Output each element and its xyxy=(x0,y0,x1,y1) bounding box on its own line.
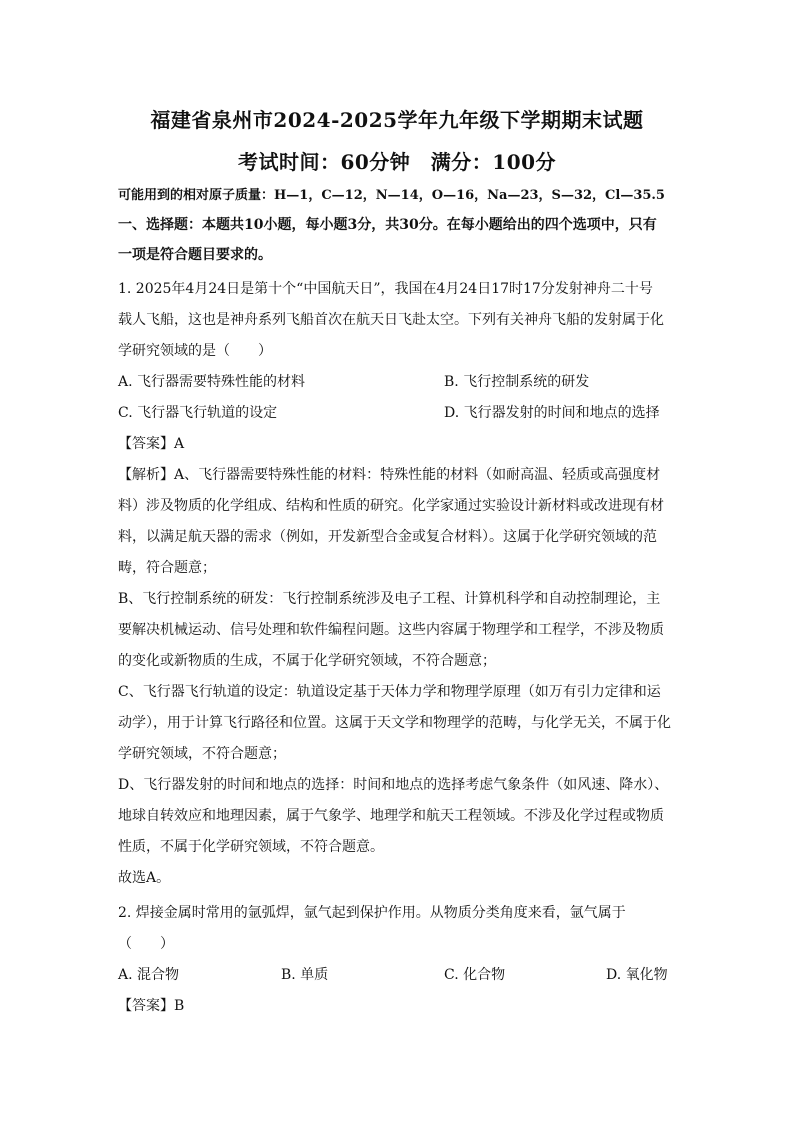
page-title: 福建省泉州市2024-2025学年九年级下学期期末试题 xyxy=(150,108,644,132)
q1-analysis-line: 料）涉及物质的化学组成、结构和性质的研究。化学家通过实验设计新材料或改进现有材 xyxy=(118,498,664,514)
q2-option-a: A. 混合物 xyxy=(118,967,180,983)
q1-conclusion: 故选A。 xyxy=(118,870,171,886)
q1-stem-line2: 载人飞船，这也是神舟系列飞船首次在航天日飞赴太空。下列有关神舟飞船的发射属于化 xyxy=(118,312,664,328)
q1-analysis-line: 要解决机械运动、信号处理和软件编程问题。这些内容属于物理学和工程学，不涉及物质 xyxy=(118,622,664,638)
section-heading-line2: 一项是符合题目要求的。 xyxy=(118,247,272,263)
q1-option-d: D. 飞行器发射的时间和地点的选择 xyxy=(444,405,660,421)
q1-option-a: A. 飞行器需要特殊性能的材料 xyxy=(118,374,306,390)
q1-analysis-line: 畴，符合题意； xyxy=(118,560,216,576)
exam-info: 考试时间：60分钟 满分：100分 xyxy=(237,150,557,174)
q2-option-b: B. 单质 xyxy=(281,967,329,983)
q1-analysis-line: B、飞行控制系统的研发：飞行控制系统涉及电子工程、计算机科学和自动控制理论，主 xyxy=(118,591,661,607)
q1-analysis-line: C、飞行器飞行轨道的设定：轨道设定基于天体力学和物理学原理（如万有引力定律和运 xyxy=(118,684,661,700)
atomic-masses: 可能用到的相对原子质量：H—1，C—12，N—14，O—16，Na—23，S—32，Cl—35.5 xyxy=(118,188,665,203)
q2-answer: 【答案】B xyxy=(118,998,185,1014)
q1-answer: 【答案】A xyxy=(118,436,185,452)
q1-analysis-line: 的变化或新物质的生成，不属于化学研究领域，不符合题意； xyxy=(118,653,496,669)
q2-option-d: D. 氧化物 xyxy=(606,967,668,983)
q1-analysis-line: D、飞行器发射的时间和地点的选择：时间和地点的选择考虑气象条件（如风速、降水）、 xyxy=(118,777,669,793)
q1-stem-line1: 1. 2025年4月24日是第十个“中国航天日”，我国在4月24日17时17分发射神舟二十号 xyxy=(118,281,653,297)
q1-analysis-line: 料，以满足航天器的需求（例如，开发新型合金或复合材料）。这属于化学研究领域的范 xyxy=(118,529,657,545)
q1-option-c: C. 飞行器飞行轨道的设定 xyxy=(118,405,278,421)
q1-analysis-line: 动学），用于计算飞行路径和位置。这属于天文学和物理学的范畴，与化学无关，不属于化 xyxy=(118,715,671,731)
q1-analysis-line: 性质，不属于化学研究领域，不符合题意。 xyxy=(118,839,384,855)
q1-analysis-line: 学研究领域，不符合题意； xyxy=(118,746,286,762)
q1-analysis-line: 【解析】A、飞行器需要特殊性能的材料：特殊性能的材料（如耐高温、轻质或高强度材 xyxy=(118,467,661,483)
section-heading-line1: 一、选择题：本题共10小题，每小题3分，共30分。在每小题给出的四个选项中，只有 xyxy=(118,217,657,233)
q2-stem-line1: 2. 焊接金属时常用的氩弧焊，氩气起到保护作用。从物质分类角度来看，氩气属于 xyxy=(118,905,626,921)
q1-option-b: B. 飞行控制系统的研发 xyxy=(444,374,590,390)
q2-stem-line2: （ ） xyxy=(118,936,174,952)
q1-analysis-line: 地球自转效应和地理因素，属于气象学、地理学和航天工程领域。不涉及化学过程或物质 xyxy=(118,808,664,824)
q1-stem-line3: 学研究领域的是（ ） xyxy=(118,343,272,359)
q2-option-c: C. 化合物 xyxy=(444,967,506,983)
